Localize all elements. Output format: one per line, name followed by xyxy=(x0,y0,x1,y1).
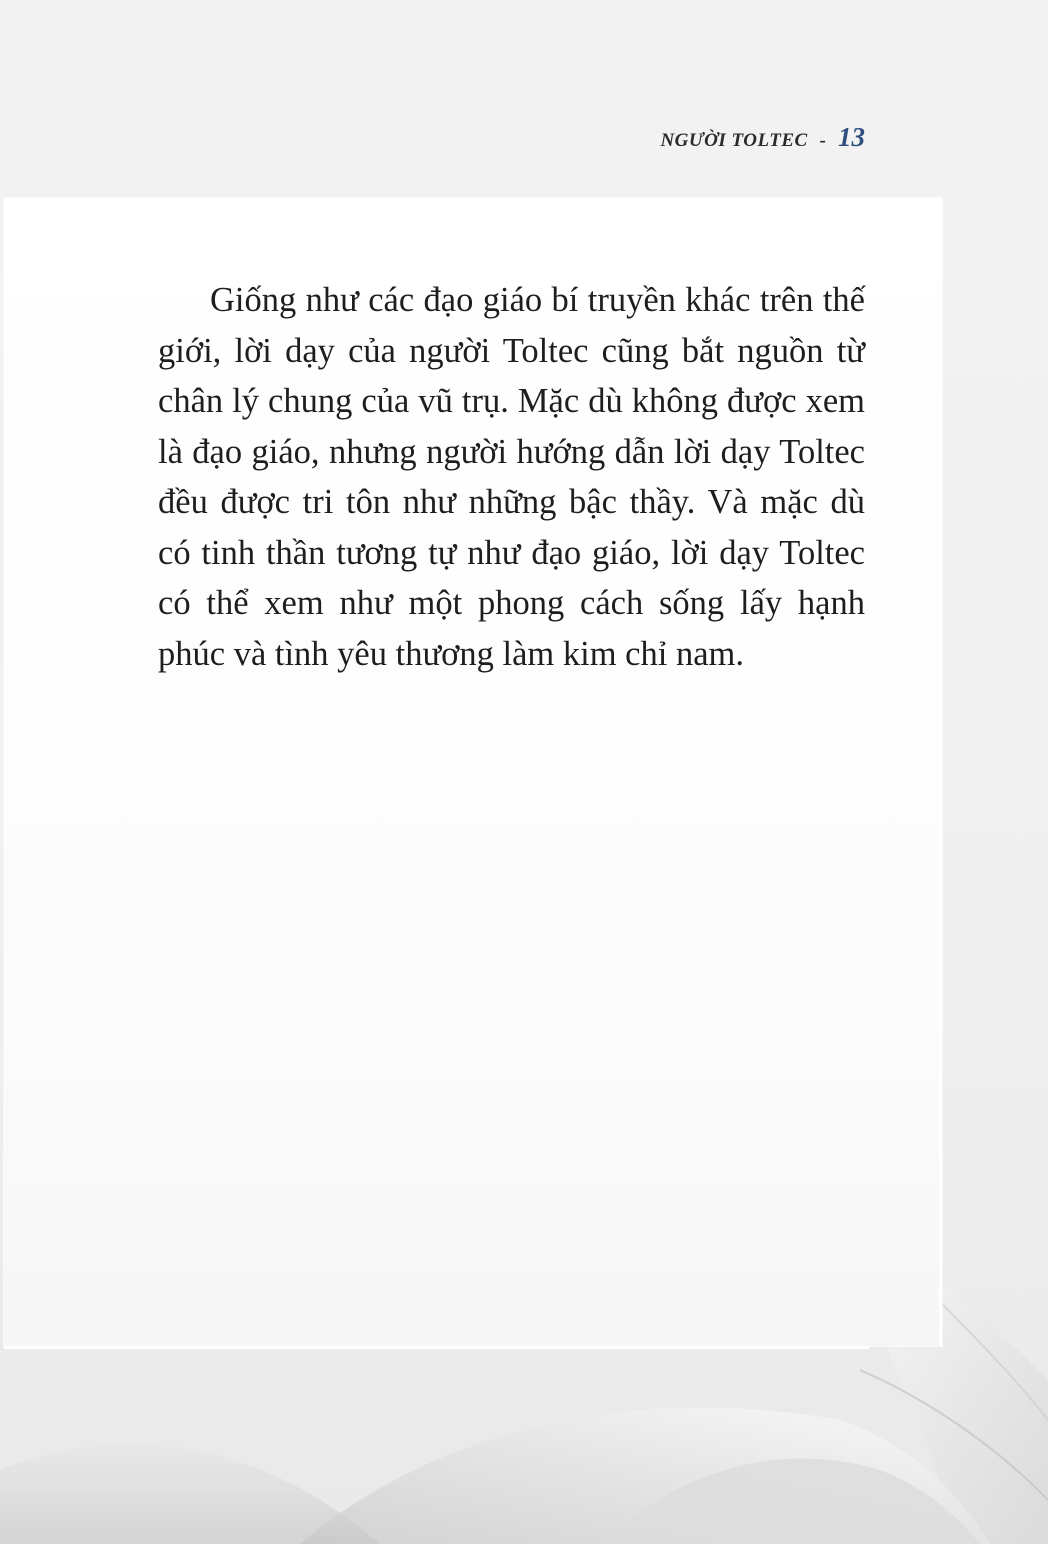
bottom-rule-line xyxy=(4,1346,869,1349)
header-separator: - xyxy=(819,130,826,151)
body-paragraph: Giống như các đạo giáo bí truyền khác trên thế giới, lời dạy của người Toltec cũng bắt nguồn từ chân lý chung của vũ trụ. Mặc dù không được xem là đạo giáo, nhưng người hướng dẫn lời dạy Toltec đều được tri tôn như những bậc thầy. Và mặc dù có tinh thần tương tự như đạo giáo, lời dạy Toltec có thể xem như một phong cách sống lấy hạnh phúc và tình yêu thương làm kim chỉ nam. xyxy=(158,281,865,673)
book-title: NGƯỜI TOLTEC xyxy=(660,130,808,151)
running-header xyxy=(660,122,865,153)
page-number: 13 xyxy=(838,122,865,152)
